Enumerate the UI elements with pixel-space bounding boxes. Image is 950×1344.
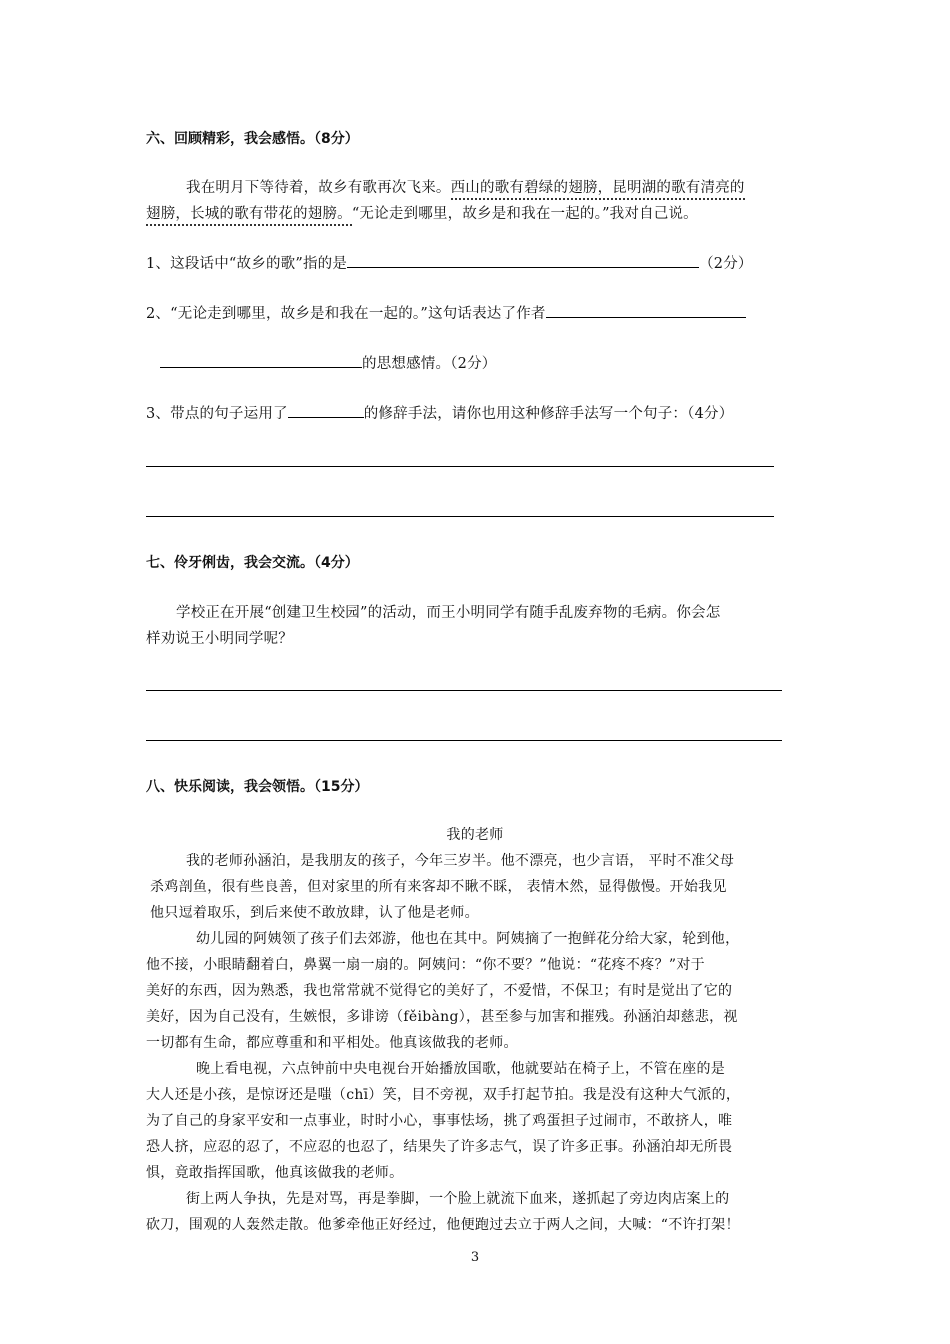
reading-line: 美好的东西，因为熟悉，我也常常就不觉得它的美好了，不爱惜，不保卫；有时是觉出了它的 [146, 983, 733, 999]
question-1-answer-blank[interactable] [347, 253, 699, 268]
reading-line: 他不接，小眼睛翻着白，鼻翼一扇一扇的。阿姨问：“你不要？”他说：“花疼不疼？”对于 [146, 957, 705, 973]
question-3 [146, 402, 733, 423]
question-2-answer-blank-1[interactable] [546, 303, 746, 318]
passage-line-1-plain: 我在明月下等待着，故乡有歌再次飞来。 [186, 180, 451, 196]
reading-line: 我的老师孙涵泊，是我朋友的孩子，今年三岁半。他不漂亮，也少言语， 平时不准父母 [186, 853, 735, 869]
reading-line: 杀鸡剖鱼，很有些良善，但对家里的所有来客却不瞅不睬， 表情木然，显得傲慢。开始我见 [150, 879, 727, 895]
question-3-text-b: 的修辞手法，请你也用这种修辞手法写一个句子：（4分） [363, 406, 734, 422]
reading-line: 晚上看电视，六点钟前中央电视台开始播放国歌，他就要站在椅子上，不管在座的是 [196, 1061, 726, 1077]
section-6-heading: 六、回顾精彩，我会感悟。（8分） [146, 131, 359, 147]
reading-line: 他只逗着取乐，到后来使不敢放肆，认了他是老师。 [150, 905, 479, 921]
question-1-score: （2分） [699, 256, 753, 272]
passage-line-2-dotted: 翅膀，长城的歌有带花的翅膀。 [146, 206, 352, 226]
reading-title: 我的老师 [446, 827, 504, 843]
question-2-continuation [160, 352, 496, 373]
reading-line: 为了自己的身家平安和一点事业，时时小心，事事怯场，挑了鸡蛋担子过闹市，不敢挤人，唯 [146, 1113, 733, 1129]
reading-line: 恐人挤，应忍的忍了，不应忍的也忍了，结果失了许多志气，误了许多正事。孙涵泊却无所畏 [146, 1139, 733, 1155]
answer-line-s7-1[interactable] [146, 690, 782, 691]
answer-line-q3-1[interactable] [146, 466, 774, 467]
reading-line: 惧，竟敢指挥国歌，他真该做我的老师。 [146, 1165, 404, 1181]
reading-line: 大人还是小孩，是惊讶还是嗤（chī）笑，目不旁视，双手打起节拍。我是没有这种大气派的， [146, 1087, 741, 1103]
passage-line-2 [146, 202, 698, 223]
question-3-text-a: 3、带点的句子运用了 [146, 406, 288, 422]
section-8-heading: 八、快乐阅读，我会领悟。（15分） [146, 779, 369, 795]
reading-line: 街上两人争执，先是对骂，再是拳脚，一个脸上就流下血来，遂抓起了旁边肉店案上的 [186, 1191, 730, 1207]
reading-line: 美好，因为自己没有，生嫉恨，多诽谤（fěibàng），甚至参与加害和摧残。孙涵泊却慈悲，视 [146, 1009, 738, 1025]
question-1 [146, 252, 753, 273]
reading-line: 幼儿园的阿姨领了孩子们去郊游，他也在其中。阿姨摘了一抱鲜花分给大家，轮到他， [196, 931, 740, 947]
section-7-heading: 七、伶牙俐齿，我会交流。（4分） [146, 555, 359, 571]
section-7-prompt-line-2: 样劝说王小明同学呢？ [146, 631, 293, 647]
reading-line: 一切都有生命，都应尊重和和平相处。他真该做我的老师。 [146, 1035, 518, 1051]
answer-line-q3-2[interactable] [146, 516, 774, 517]
question-2-text: 2、“无论走到哪里，故乡是和我在一起的。”这句话表达了作者 [146, 306, 546, 322]
question-1-text: 1、这段话中“故乡的歌”指的是 [146, 256, 348, 272]
question-2 [146, 302, 746, 323]
page-number: 3 [470, 1250, 480, 1265]
question-2-tail: 的思想感情。（2分） [362, 356, 497, 372]
passage-line-1 [186, 176, 745, 197]
passage-line-1-dotted: 西山的歌有碧绿的翅膀，昆明湖的歌有清亮的 [451, 180, 745, 200]
question-3-answer-blank[interactable] [288, 403, 364, 418]
section-7-prompt-line-1: 学校正在开展“创建卫生校园”的活动，而王小明同学有随手乱废弃物的毛病。你会怎 [176, 605, 721, 621]
question-2-answer-blank-2[interactable] [160, 353, 362, 368]
passage-line-2-plain: “无论走到哪里，故乡是和我在一起的。”我对自己说。 [351, 206, 698, 222]
reading-line: 砍刀，围观的人轰然走散。他爹牵他正好经过，他便跑过去立于两人之间，大喊：“不许打架！ [146, 1217, 740, 1233]
answer-line-s7-2[interactable] [146, 740, 782, 741]
